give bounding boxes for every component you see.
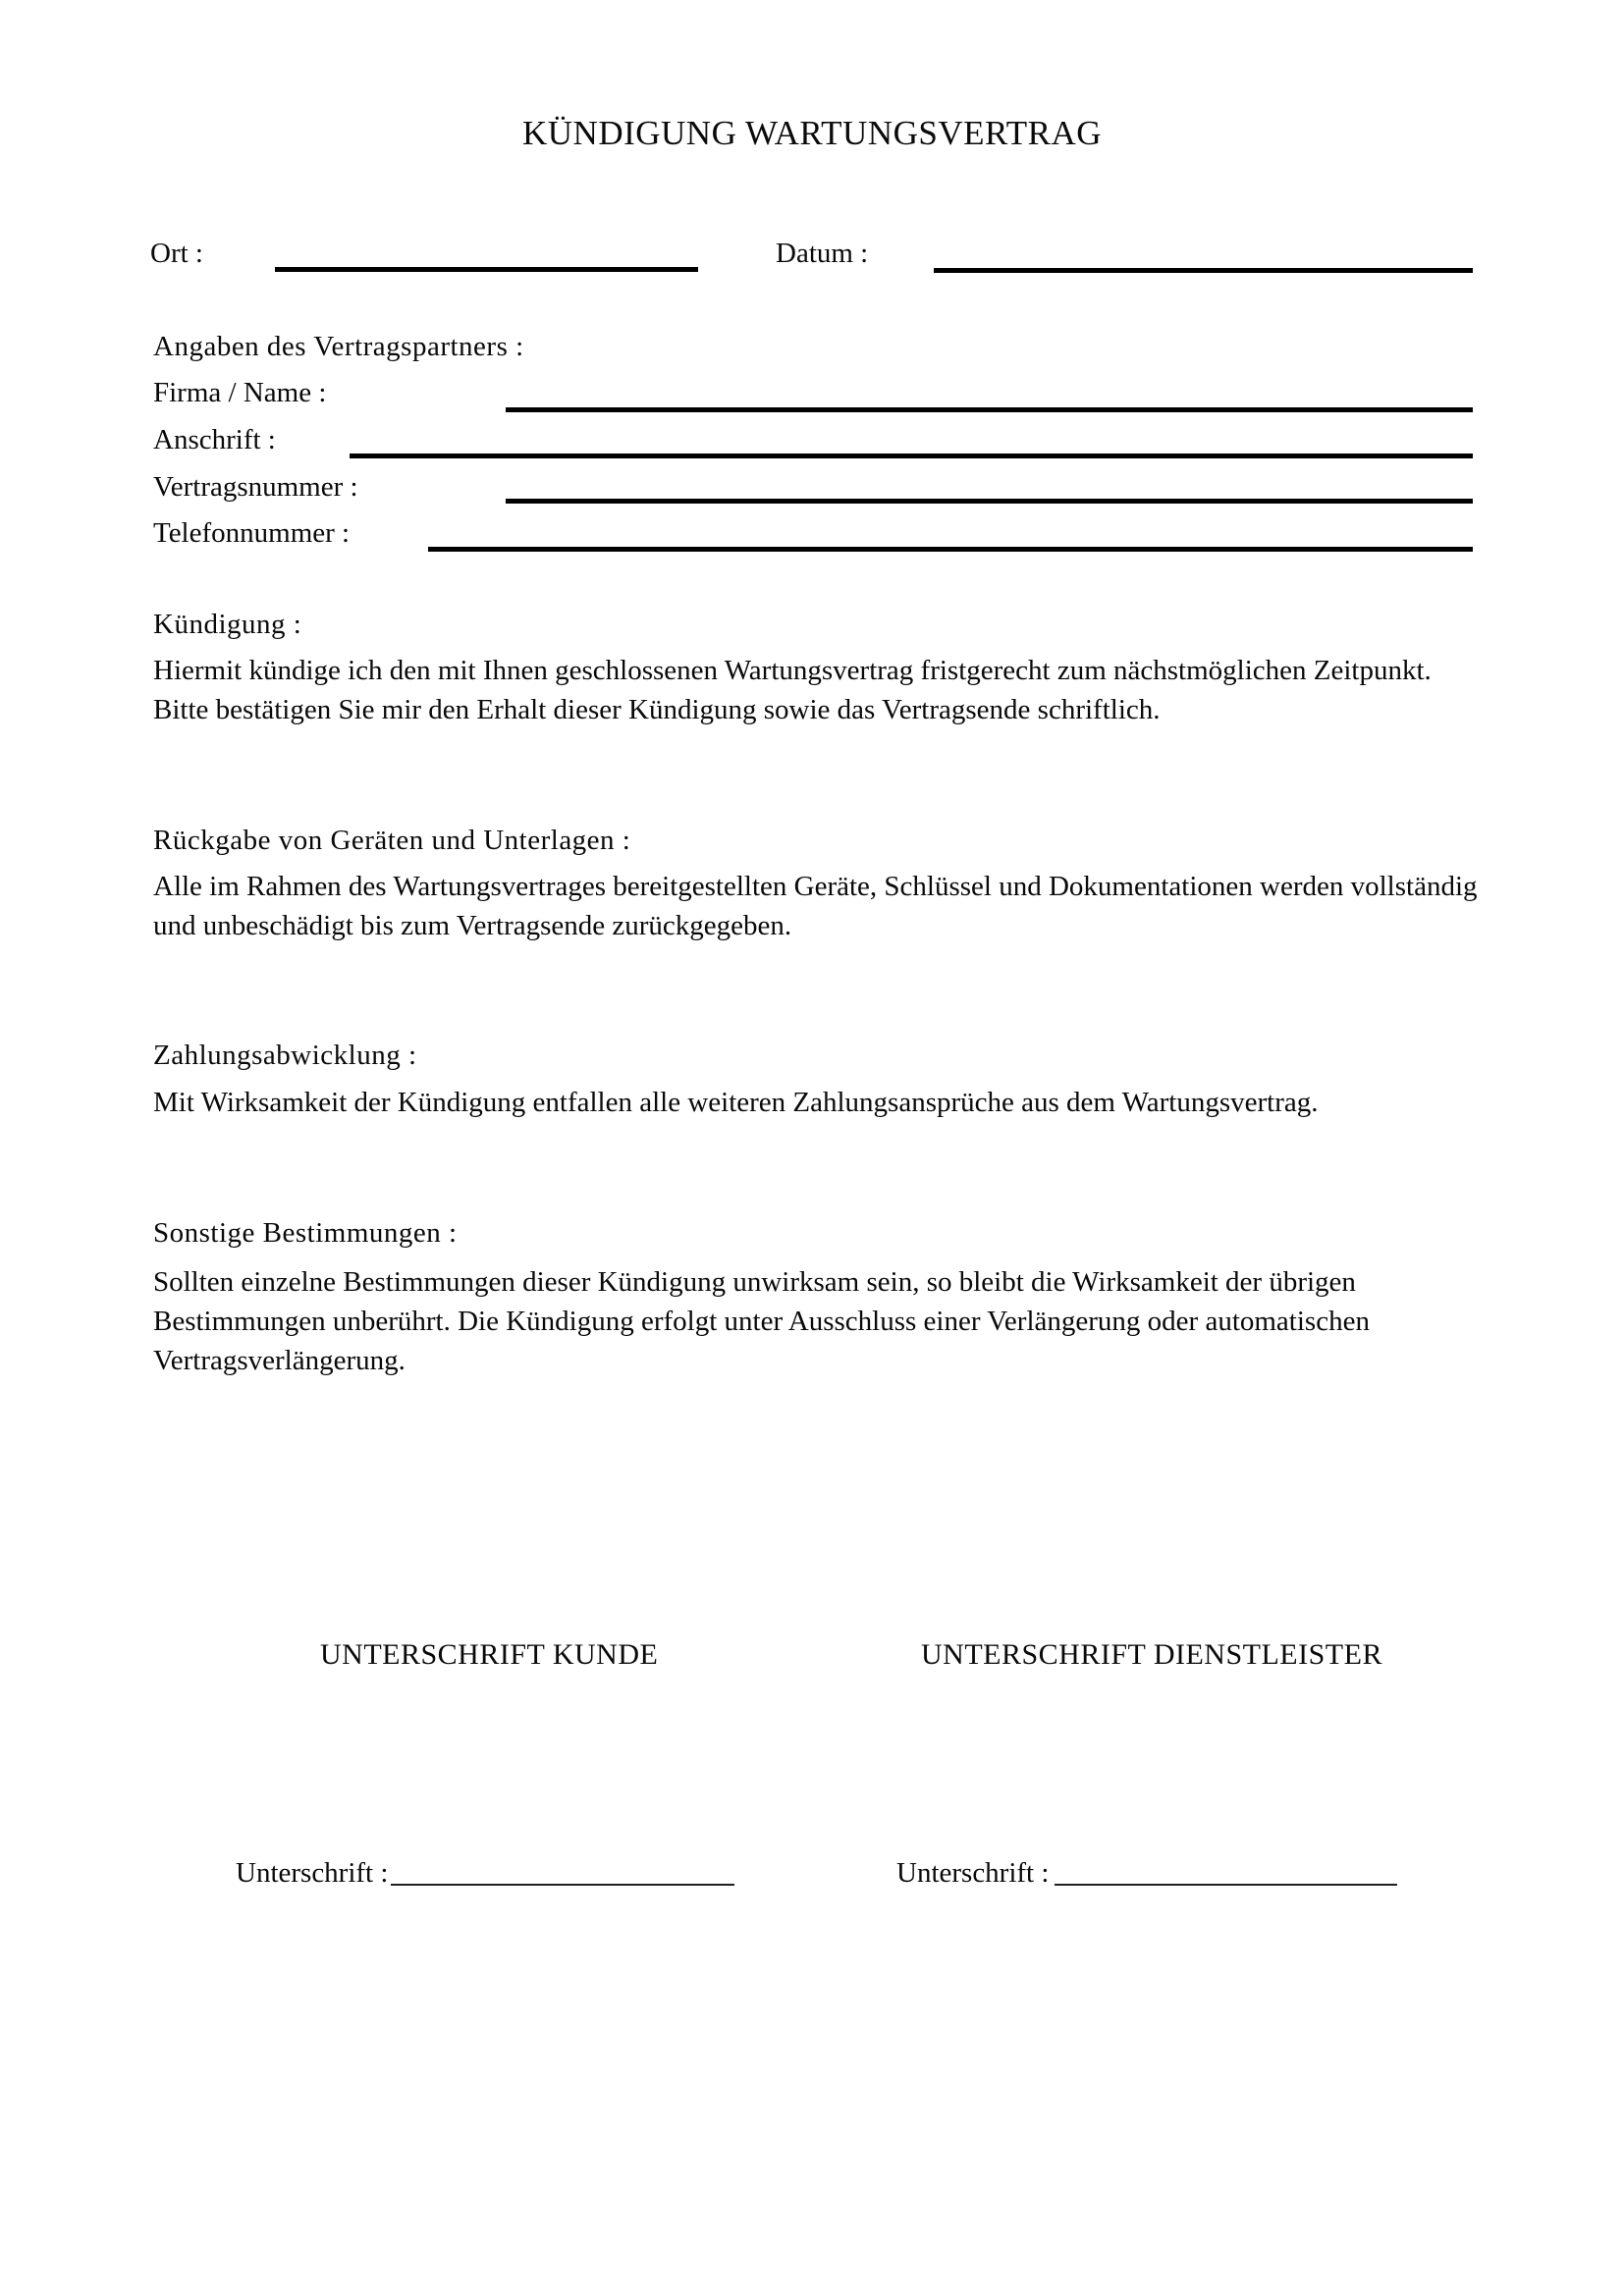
sonstige-bestimmungen-section-heading: Sonstige Bestimmungen : bbox=[153, 1217, 458, 1249]
vertragsnummer-label: Vertragsnummer : bbox=[153, 471, 358, 503]
partner-section-heading: Angaben des Vertragspartners : bbox=[153, 331, 524, 362]
datum-field-line[interactable] bbox=[934, 268, 1473, 273]
signature-caption-provider: UNTERSCHRIFT DIENSTLEISTER bbox=[921, 1638, 1382, 1671]
provider-signature-label: Unterschrift : bbox=[896, 1857, 1050, 1889]
kuendigung-section-heading: Kündigung : bbox=[153, 609, 302, 640]
kuendigung-paragraph: Hiermit kündige ich den mit Ihnen geschlossenen Wartungsvertrag fristgerecht zum nächstmöglichen Zeitpunkt. Bitte bestätigen Sie mir den Erhalt dieser Kündigung sowie das Vertragsende schriftlich. bbox=[153, 655, 1432, 725]
page-title: KÜNDIGUNG WARTUNGSVERTRAG bbox=[522, 114, 1102, 152]
signature-caption-customer: UNTERSCHRIFT KUNDE bbox=[320, 1638, 659, 1671]
customer-signature-line[interactable] bbox=[391, 1884, 734, 1886]
sonstige-bestimmungen-paragraph: Sollten einzelne Bestimmungen dieser Kündigung unwirksam sein, so bleibt die Wirksamkeit der übrigen Bestimmungen unberührt. Die Kündigung erfolgt unter Ausschluss einer Verlängerung oder automatischen Vertragsverlängerung. bbox=[153, 1266, 1370, 1376]
firma-name-label: Firma / Name : bbox=[153, 377, 327, 408]
anschrift-label: Anschrift : bbox=[153, 424, 276, 455]
rueckgabe-paragraph: Alle im Rahmen des Wartungsvertrages bereitgestellten Geräte, Schlüssel und Dokumentationen werden vollständig und unbeschädigt bis zum Vertragsende zurückgegeben. bbox=[153, 871, 1478, 941]
ort-field-line[interactable] bbox=[275, 267, 698, 272]
anschrift-field-line[interactable] bbox=[350, 454, 1473, 458]
customer-signature-label: Unterschrift : bbox=[236, 1857, 389, 1889]
ort-label: Ort : bbox=[150, 238, 203, 269]
telefonnummer-label: Telefonnummer : bbox=[153, 517, 351, 549]
zahlungsabwicklung-section-heading: Zahlungsabwicklung : bbox=[153, 1040, 417, 1071]
datum-label: Datum : bbox=[776, 238, 869, 269]
provider-signature-line[interactable] bbox=[1055, 1884, 1397, 1886]
vertragsnummer-field-line[interactable] bbox=[506, 499, 1473, 504]
firma-name-field-line[interactable] bbox=[506, 407, 1473, 412]
zahlungsabwicklung-paragraph: Mit Wirksamkeit der Kündigung entfallen alle weiteren Zahlungsansprüche aus dem Wartungsvertrag. bbox=[153, 1087, 1319, 1118]
telefonnummer-field-line[interactable] bbox=[428, 547, 1473, 552]
rueckgabe-section-heading: Rückgabe von Geräten und Unterlagen : bbox=[153, 825, 631, 856]
